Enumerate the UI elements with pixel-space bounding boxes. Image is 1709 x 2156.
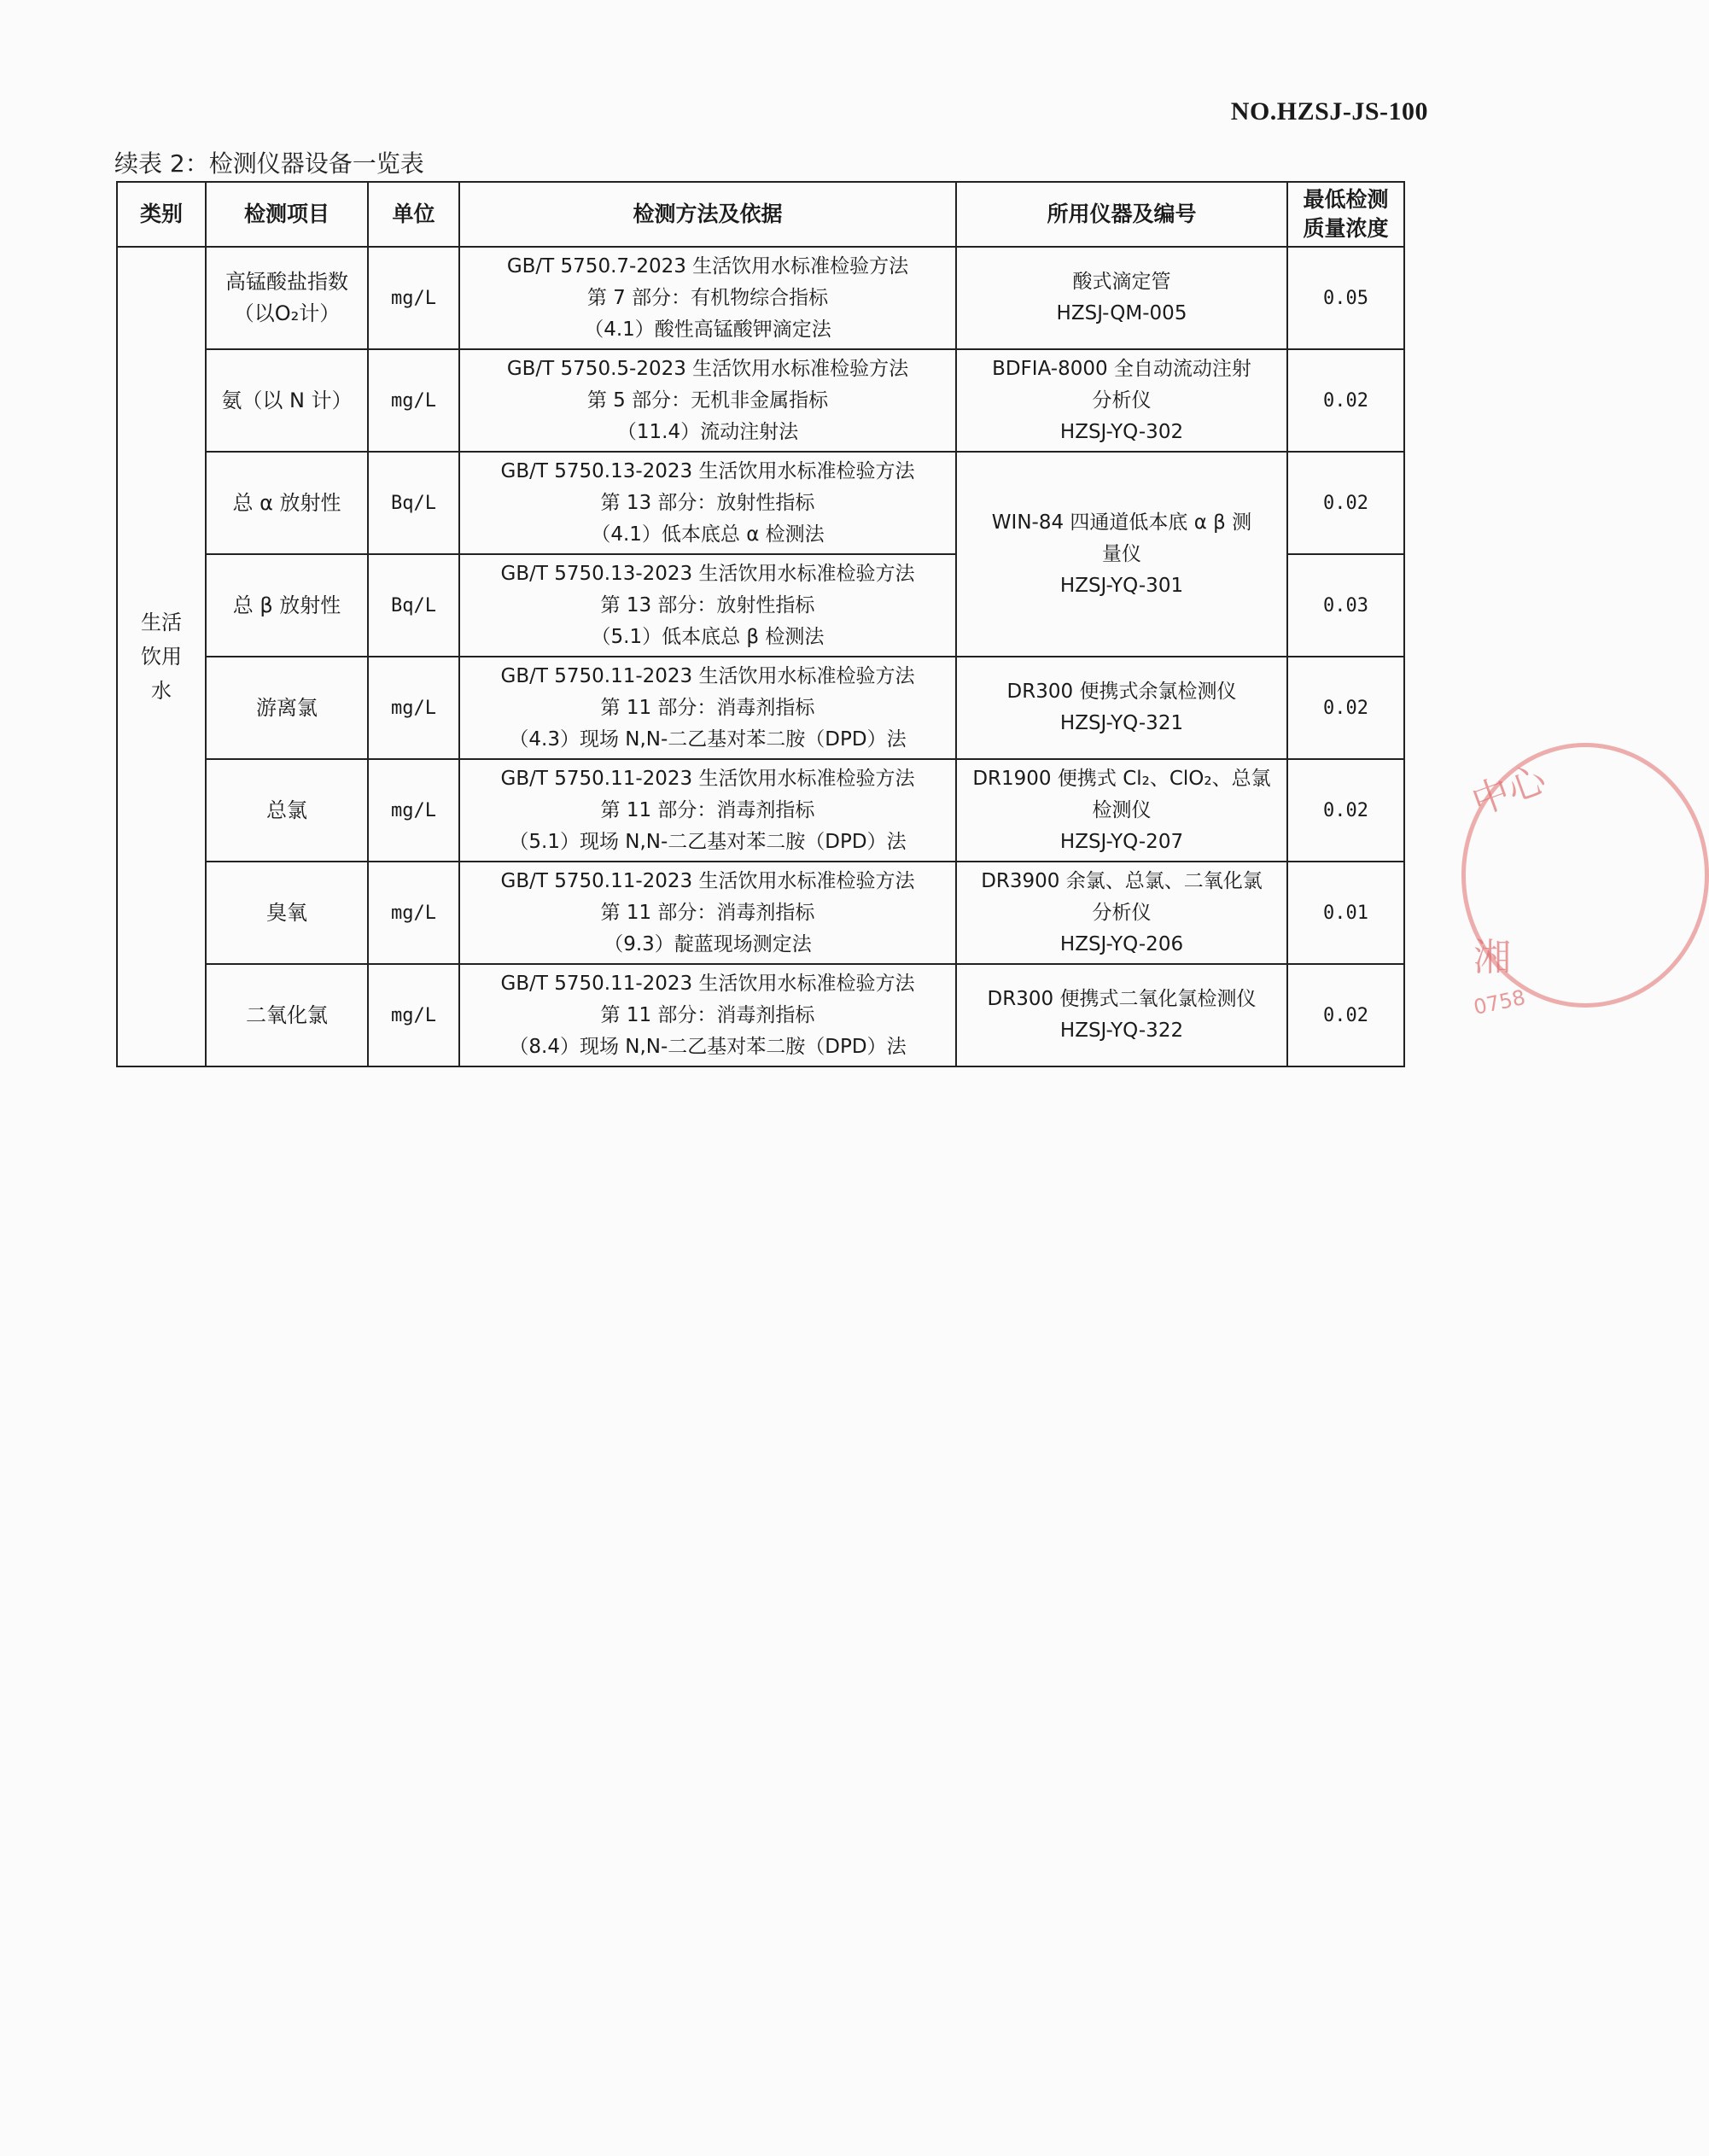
table-row [117,657,1404,759]
instrument-line: DR300 便携式余氯检测仪 [1006,681,1237,703]
instrument-line: BDFIA-8000 全自动流动注射 [992,357,1251,380]
method-line: （9.3）靛蓝现场测定法 [604,932,812,955]
method-line: GB/T 5750.13-2023 生活饮用水标准检验方法 [500,562,915,585]
instrument-line: 量仪 [1102,542,1141,565]
header-unit: 单位 [368,182,459,247]
table-row [117,349,1404,452]
instrument-line: HZSJ-QM-005 [1056,302,1187,324]
instrument-line: 酸式滴定管 [1072,271,1171,293]
instrument-cell [956,247,1287,349]
unit-cell: mg/L [368,349,459,452]
header-row [117,182,1404,247]
instrument-line: 检测仪 [1092,798,1152,821]
unit-cell: mg/L [368,862,459,964]
header-item: 检测项目 [206,182,368,247]
document-number: NO.HZSJ-JS-100 [1230,97,1428,126]
unit-cell: mg/L [368,657,459,759]
unit-cell: mg/L [368,964,459,1066]
method-line: 第 5 部分：无机非金属指标 [586,389,829,412]
item-cell: 总 β 放射性 [206,554,368,657]
method-line: GB/T 5750.11-2023 生活饮用水标准检验方法 [500,767,915,790]
instrument-line: DR3900 余氯、总氯、二氧化氯 [981,869,1263,892]
mdl-cell: 0.02 [1287,349,1404,452]
official-seal [1461,743,1589,1050]
method-line: GB/T 5750.13-2023 生活饮用水标准检验方法 [500,459,915,482]
instrument-line: HZSJ-YQ-302 [1059,420,1184,443]
mdl-cell: 0.02 [1287,452,1404,554]
method-cell [459,554,956,657]
instrument-cell [956,759,1287,862]
method-line: （4.3）现场 N,N-二乙基对苯二胺（DPD）法 [509,727,907,751]
seal-text: 0758 [1471,985,1528,1020]
item-cell: 总 α 放射性 [206,452,368,554]
method-cell [459,862,956,964]
mdl-cell: 0.02 [1287,964,1404,1066]
header-category: 类别 [117,182,206,247]
unit-cell: mg/L [368,759,459,862]
method-cell [459,964,956,1066]
item-cell: 二氧化氯 [206,964,368,1066]
method-line: 第 11 部分：消毒剂指标 [600,901,815,924]
method-line: （8.4）现场 N,N-二乙基对苯二胺（DPD）法 [509,1035,907,1058]
mdl-cell: 0.02 [1287,759,1404,862]
table-caption: 续表 2：检测仪器设备一览表 [114,149,424,178]
unit-cell: Bq/L [368,452,459,554]
item-cell: 总氯 [206,759,368,862]
method-cell [459,452,956,554]
category-cell: 生活饮用水 [117,247,206,1066]
instrument-cell [956,657,1287,759]
instrument-cell [956,862,1287,964]
instrument-line: HZSJ-YQ-301 [1059,574,1184,597]
method-cell [459,759,956,862]
method-line: 第 13 部分：放射性指标 [600,593,815,616]
mdl-cell: 0.03 [1287,554,1404,657]
instrument-line: HZSJ-YQ-207 [1059,830,1184,853]
unit-cell: Bq/L [368,554,459,657]
seal-text: 湘 [1473,936,1511,979]
instrument-line: WIN-84 四通道低本底 α β 测 [991,511,1252,534]
item-cell: 游离氯 [206,657,368,759]
method-line: 第 11 部分：消毒剂指标 [600,798,815,821]
method-line: GB/T 5750.11-2023 生活饮用水标准检验方法 [500,972,915,995]
item-cell: 高锰酸盐指数（以O₂计） [206,247,368,349]
method-cell [459,247,956,349]
table-row [117,759,1404,862]
instrument-line: 分析仪 [1092,901,1152,924]
instrument-line: HZSJ-YQ-206 [1059,932,1184,955]
seal-text: 中心 [1466,757,1552,825]
method-line: GB/T 5750.11-2023 生活饮用水标准检验方法 [500,664,915,687]
instrument-cell [956,452,1287,657]
method-line: （4.1）酸性高锰酸钾滴定法 [584,318,831,341]
method-cell [459,349,956,452]
mdl-cell: 0.02 [1287,657,1404,759]
header-mdl: 最低检测质量浓度 [1287,182,1404,247]
instrument-line: HZSJ-YQ-322 [1059,1020,1184,1042]
instrument-cell [956,964,1287,1066]
unit-cell: mg/L [368,247,459,349]
method-line: （11.4）流动注射法 [616,420,799,443]
instrument-line: 分析仪 [1092,389,1152,412]
table-row [117,964,1404,1066]
instrument-table [116,181,1405,1067]
item-cell: 臭氧 [206,862,368,964]
header-instrument: 所用仪器及编号 [956,182,1287,247]
method-line: 第 7 部分：有机物综合指标 [586,286,829,309]
method-line: GB/T 5750.5-2023 生活饮用水标准检验方法 [506,357,909,380]
method-cell [459,657,956,759]
method-line: 第 11 部分：消毒剂指标 [600,1003,815,1026]
item-cell: 氨（以 N 计） [206,349,368,452]
method-line: GB/T 5750.7-2023 生活饮用水标准检验方法 [506,254,909,278]
table-row [117,452,1404,554]
method-line: GB/T 5750.11-2023 生活饮用水标准检验方法 [500,869,915,892]
mdl-cell: 0.05 [1287,247,1404,349]
header-method: 检测方法及依据 [459,182,956,247]
method-line: 第 13 部分：放射性指标 [600,491,815,514]
instrument-line: DR1900 便携式 Cl₂、ClO₂、总氯 [972,767,1271,790]
instrument-line: HZSJ-YQ-321 [1059,712,1184,734]
method-line: （5.1）现场 N,N-二乙基对苯二胺（DPD）法 [509,830,907,853]
table-row [117,247,1404,349]
method-line: （4.1）低本底总 α 检测法 [591,523,825,546]
method-line: 第 11 部分：消毒剂指标 [600,696,815,719]
instrument-cell [956,349,1287,452]
instrument-line: DR300 便携式二氧化氯检测仪 [987,988,1257,1010]
mdl-cell: 0.01 [1287,862,1404,964]
table-row [117,862,1404,964]
method-line: （5.1）低本底总 β 检测法 [591,625,825,648]
